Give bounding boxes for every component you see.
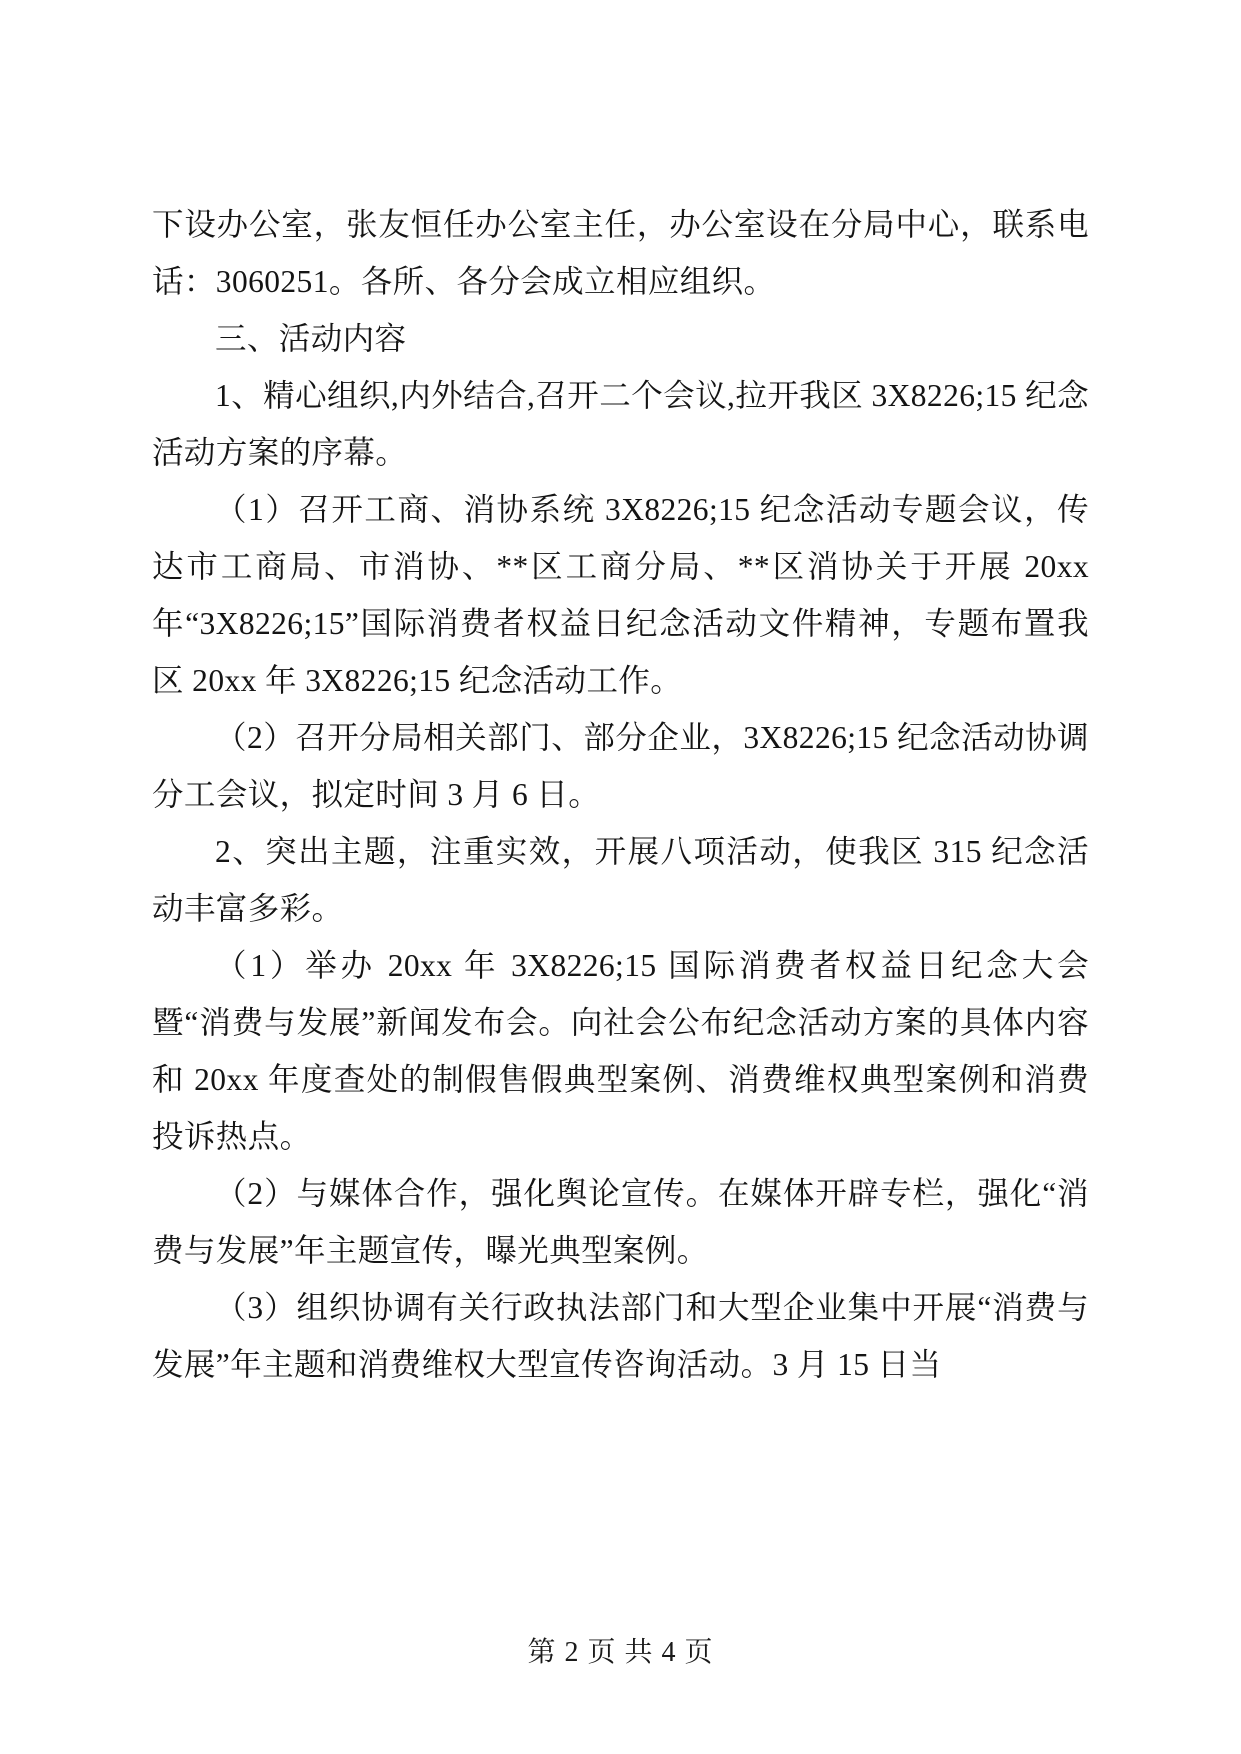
paragraph: （2）与媒体合作，强化舆论宣传。在媒体开辟专栏，强化“消费与发展”年主题宣传，曝光典型案例。 bbox=[152, 1176, 1089, 1268]
document-body bbox=[152, 196, 1089, 1393]
paragraph: 1、精心组织,内外结合,召开二个会议,拉开我区 3X8226;15 纪念活动方案的序幕。 bbox=[152, 378, 1089, 470]
paragraph: 2、突出主题，注重实效，开展八项活动，使我区 315 纪念活动丰富多彩。 bbox=[152, 834, 1089, 926]
paragraph: （3）组织协调有关行政执法部门和大型企业集中开展“消费与发展”年主题和消费维权大型宣传咨询活动。3 月 15 日当 bbox=[152, 1290, 1089, 1382]
paragraph: （2）召开分局相关部门、部分企业，3X8226;15 纪念活动协调分工会议，拟定时间 3 月 6 日。 bbox=[152, 720, 1089, 812]
paragraph: 下设办公室，张友恒任办公室主任，办公室设在分局中心，联系电话：3060251。各所、各分会成立相应组织。 bbox=[152, 207, 1089, 299]
paragraph: （1）举办 20xx 年 3X8226;15 国际消费者权益日纪念大会暨“消费与发展”新闻发布会。向社会公布纪念活动方案的具体内容和 20xx 年度查处的制假售假典型案例、消费维权典型案例和消费投诉热点。 bbox=[152, 948, 1089, 1154]
page-footer: 第 2 页 共 4 页 bbox=[527, 1637, 714, 1668]
section-heading: 三、活动内容 bbox=[215, 321, 407, 356]
paragraph: （1）召开工商、消协系统 3X8226;15 纪念活动专题会议，传达市工商局、市消协、**区工商分局、**区消协关于开展 20xx 年“3X8226;15”国际消费者权益日纪念活动文件精神，专题布置我区 20xx 年 3X8226;15 纪念活动工作。 bbox=[152, 492, 1089, 698]
